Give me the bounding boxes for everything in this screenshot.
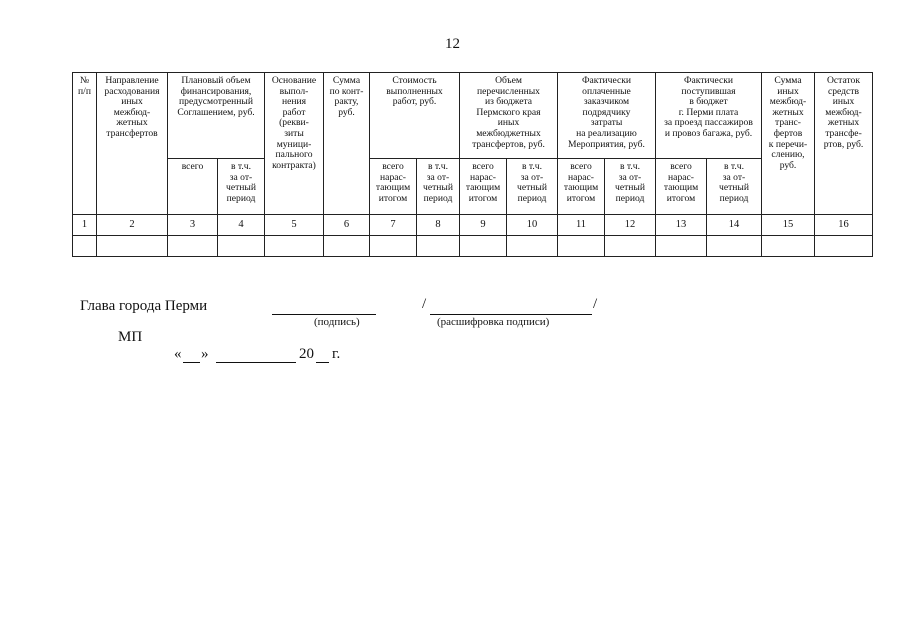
column-number: 4 [218,215,265,236]
column-numbers-row [73,215,873,236]
empty-data-row [73,236,873,257]
stamp-placeholder: МП [118,329,143,345]
column-number: 3 [168,215,218,236]
column-number: 10 [507,215,558,236]
year-line [316,362,329,363]
subheader-period: в т.ч. за от- четный период [707,159,762,215]
column-number: 11 [558,215,605,236]
subheader-total-cumulative: всего нарас- тающим итогом [370,159,417,215]
empty-cell [218,236,265,257]
empty-cell [370,236,417,257]
signature-line [272,314,376,315]
column-number: 14 [707,215,762,236]
decode-line [430,314,592,315]
empty-cell [168,236,218,257]
empty-cell [324,236,370,257]
subheader-total-cumulative: всего нарас- тающим итогом [558,159,605,215]
column-number: 13 [656,215,707,236]
column-number: 6 [324,215,370,236]
subheader-period: в т.ч. за от- четный период [417,159,460,215]
empty-cell [507,236,558,257]
subheader-period: в т.ч. за от- четный период [218,159,265,215]
slash-open: / [422,296,427,312]
month-line [216,362,296,363]
subheader-period: в т.ч. за от- четный период [605,159,656,215]
empty-cell [707,236,762,257]
header-basis: Основание выпол- нения работ (рекви- зиты муници- пального контракта) [265,73,324,215]
header-fare-revenue: Фактически поступившая в бюджет г. Перми плата за проезд пассажиров и провоз багажа, руб. [656,73,762,159]
column-number: 16 [815,215,873,236]
empty-cell [265,236,324,257]
subheader-total: всего [168,159,218,215]
empty-cell [73,236,97,257]
signer-title: Глава города Перми [80,298,208,314]
subheader-period: в т.ч. за от- четный период [507,159,558,215]
subheader-total-cumulative: всего нарас- тающим итогом [460,159,507,215]
header-transfer-sum: Сумма иных межбюд- жетных транс- фертов к перечи- слению, руб. [762,73,815,215]
decode-caption: (расшифровка подписи) [437,316,550,328]
header-remaining: Остаток средств иных межбюд- жетных трансфе- ртов, руб. [815,73,873,215]
column-number: 2 [97,215,168,236]
year-prefix: 20 [299,346,314,362]
header-direction: Направление расходования иных межбюд- жетных трансфертов [97,73,168,215]
empty-cell [417,236,460,257]
header-paid-costs: Фактически оплаченные заказчиком подрядчику затраты на реализацию Мероприятия, руб. [558,73,656,159]
column-number: 7 [370,215,417,236]
signature-caption: (подпись) [314,316,360,328]
header-works-cost: Стоимость выполненных работ, руб. [370,73,460,159]
empty-cell [656,236,707,257]
empty-cell [815,236,873,257]
subheader-total-cumulative: всего нарас- тающим итогом [656,159,707,215]
column-number: 15 [762,215,815,236]
column-number: 12 [605,215,656,236]
header-contract-sum: Сумма по конт- ракту, руб. [324,73,370,215]
page-number: 12 [445,36,460,52]
column-number: 8 [417,215,460,236]
header-number: № п/п [73,73,97,215]
column-number: 5 [265,215,324,236]
empty-cell [97,236,168,257]
date-open-quote: « [174,346,182,362]
empty-cell [460,236,507,257]
empty-cell [558,236,605,257]
column-number: 9 [460,215,507,236]
year-suffix: г. [332,346,341,362]
report-table [72,72,873,257]
column-number: 1 [73,215,97,236]
empty-cell [605,236,656,257]
day-line [183,362,200,363]
slash-close: / [593,296,598,312]
empty-cell [762,236,815,257]
header-transferred-volume: Объем перечисленных из бюджета Пермского края иных межбюджетных трансфертов, руб. [460,73,558,159]
header-planned-volume: Плановый объем финансирования, предусмотренный Соглашением, руб. [168,73,265,159]
date-close-quote: » [201,346,209,362]
